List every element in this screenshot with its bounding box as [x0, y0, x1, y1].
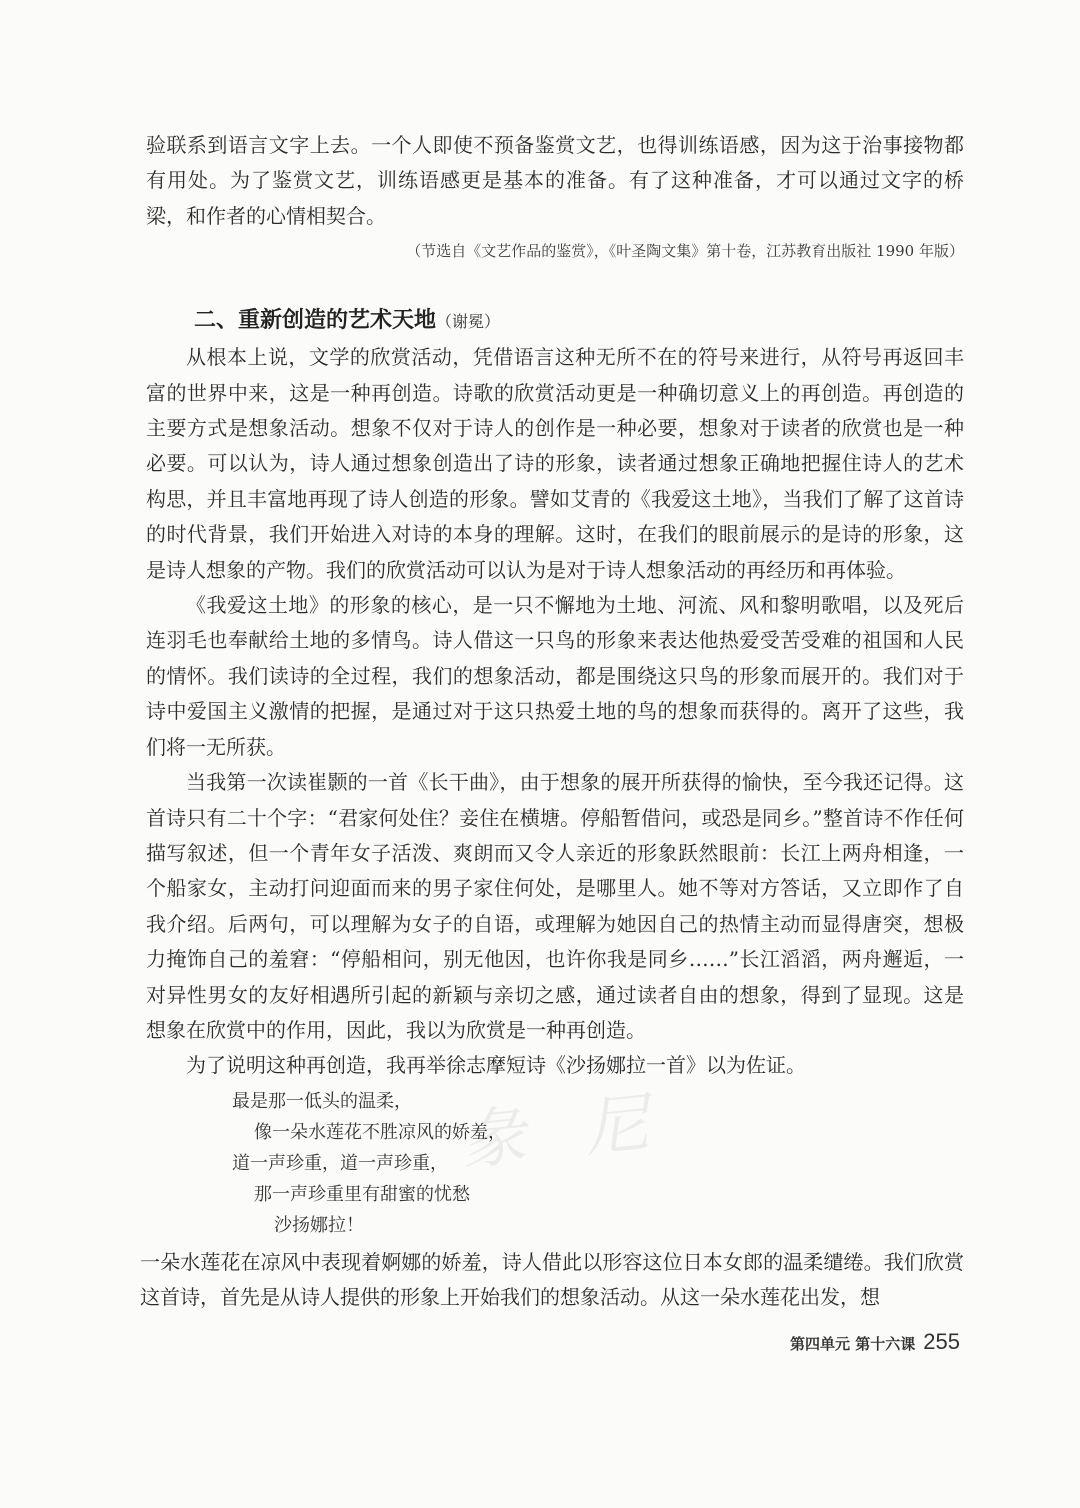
section-heading — [194, 302, 964, 340]
paragraph-2: 《我爱这土地》的形象的核心，是一只不懈地为土地、河流、风和黎明歌唱，以及死后连羽毛也奉献给土地的多情鸟。诗人借这一只鸟的形象来表达他热爱受苦受难的祖国和人民的情怀。我们读诗的全过程，我们的想象活动，都是围绕这只鸟的形象而展开的。我们对于诗中爱国主义激情的把握，是通过对于这只热爱土地的鸟的想象而获得的。离开了这些，我们将一无所获。 — [146, 593, 964, 759]
poem-line: 沙扬娜拉！ — [274, 1214, 364, 1236]
paragraph-4: 为了说明这种再创造，我再举徐志摩短诗《沙扬娜拉一首》以为佐证。 — [186, 1053, 806, 1078]
paragraph-3: 当我第一次读崔颢的一首《长干曲》，由于想象的展开所获得的愉快，至今我还记得。这首诗只有二十个字：“君家何处住？妾住在横塘。停船暂借问，或恐是同乡。”整首诗不作任何描写叙述，但一个青年女子活泼、爽朗而又令人亲近的形象跃然眼前：长江上两舟相逢，一个船家女，主动打问迎面而来的男子家住何处，是哪里人。她不等对方答话，又立即作了自我介绍。后两句，可以理解为女子的自语，或理解为她因自己的热情主动而显得唐突，想极力掩饰自己的羞窘：“停船相问，别无他因，也许你我是同乡……”长江滔滔，两舟邂逅，一对异性男女的友好相遇所引起的新颖与亲切之感，通过读者自由的想象，得到了显现。这是想象在欣赏中的作用，因此，我以为欣赏是一种再创造。 — [146, 770, 964, 1042]
paragraph-1: 从根本上说，文学的欣赏活动，凭借语言这种无所不在的符号来进行，从符号再返回丰富的世界中来，这是一种再创造。诗歌的欣赏活动更是一种确切意义上的再创造。再创造的主要方式是想象活动。想象不仅对于诗人的创作是一种必要，想象对于读者的欣赏也是一种必要。可以认为，诗人通过想象创造出了诗的形象，读者通过想象正确地把握住诗人的艺术构思，并且丰富地再现了诗人创造的形象。譬如艾青的《我爱这土地》，当我们了解了这首诗的时代背景，我们开始进入对诗的本身的理解。这时，在我们的眼前展示的是诗的形象，这是诗人想象的产物。我们的欣赏活动可以认为是对于诗人想象活动的再经历和再体验。 — [146, 345, 964, 582]
page-body — [140, 128, 964, 1316]
poem-line: 最是那一低头的温柔， — [232, 1090, 412, 1112]
poem-line: 像一朵水莲花不胜凉风的娇羞， — [254, 1121, 506, 1143]
page-number: 255 — [923, 1329, 960, 1354]
watermark: 彖 尼 — [457, 1084, 673, 1180]
poem — [146, 1086, 964, 1241]
poem-line: 那一声珍重里有甜蜜的忧愁 — [254, 1183, 470, 1205]
paragraph-intro: 验联系到语言文字上去。一个人即使不预备鉴赏文艺，也得训练语感，因为这于治事接物都有用处。为了鉴赏文艺，训练语感更是基本的准备。有了这种准备，才可以通过文字的桥梁，和作者的心情相契合。 — [146, 133, 964, 228]
source-citation: （节选自《文艺作品的鉴赏》，《叶圣陶文集》第十卷，江苏教育出版社 1990 年版） — [406, 242, 964, 261]
footer-unit-lesson: 第四单元 第十六课 — [790, 1335, 916, 1353]
section-author: （谢冕） — [436, 312, 501, 332]
page-footer — [790, 1326, 960, 1358]
poem-line: 道一声珍重，道一声珍重， — [232, 1152, 448, 1174]
section-title: 二、重新创造的艺术天地 — [194, 308, 437, 334]
paragraph-5: 一朵水莲花在凉风中表现着婀娜的娇羞，诗人借此以形容这位日本女郎的温柔缱绻。我们欣赏这首诗，首先是从诗人提供的形象上开始我们的想象活动。从这一朵水莲花出发，想 — [140, 1249, 964, 1310]
